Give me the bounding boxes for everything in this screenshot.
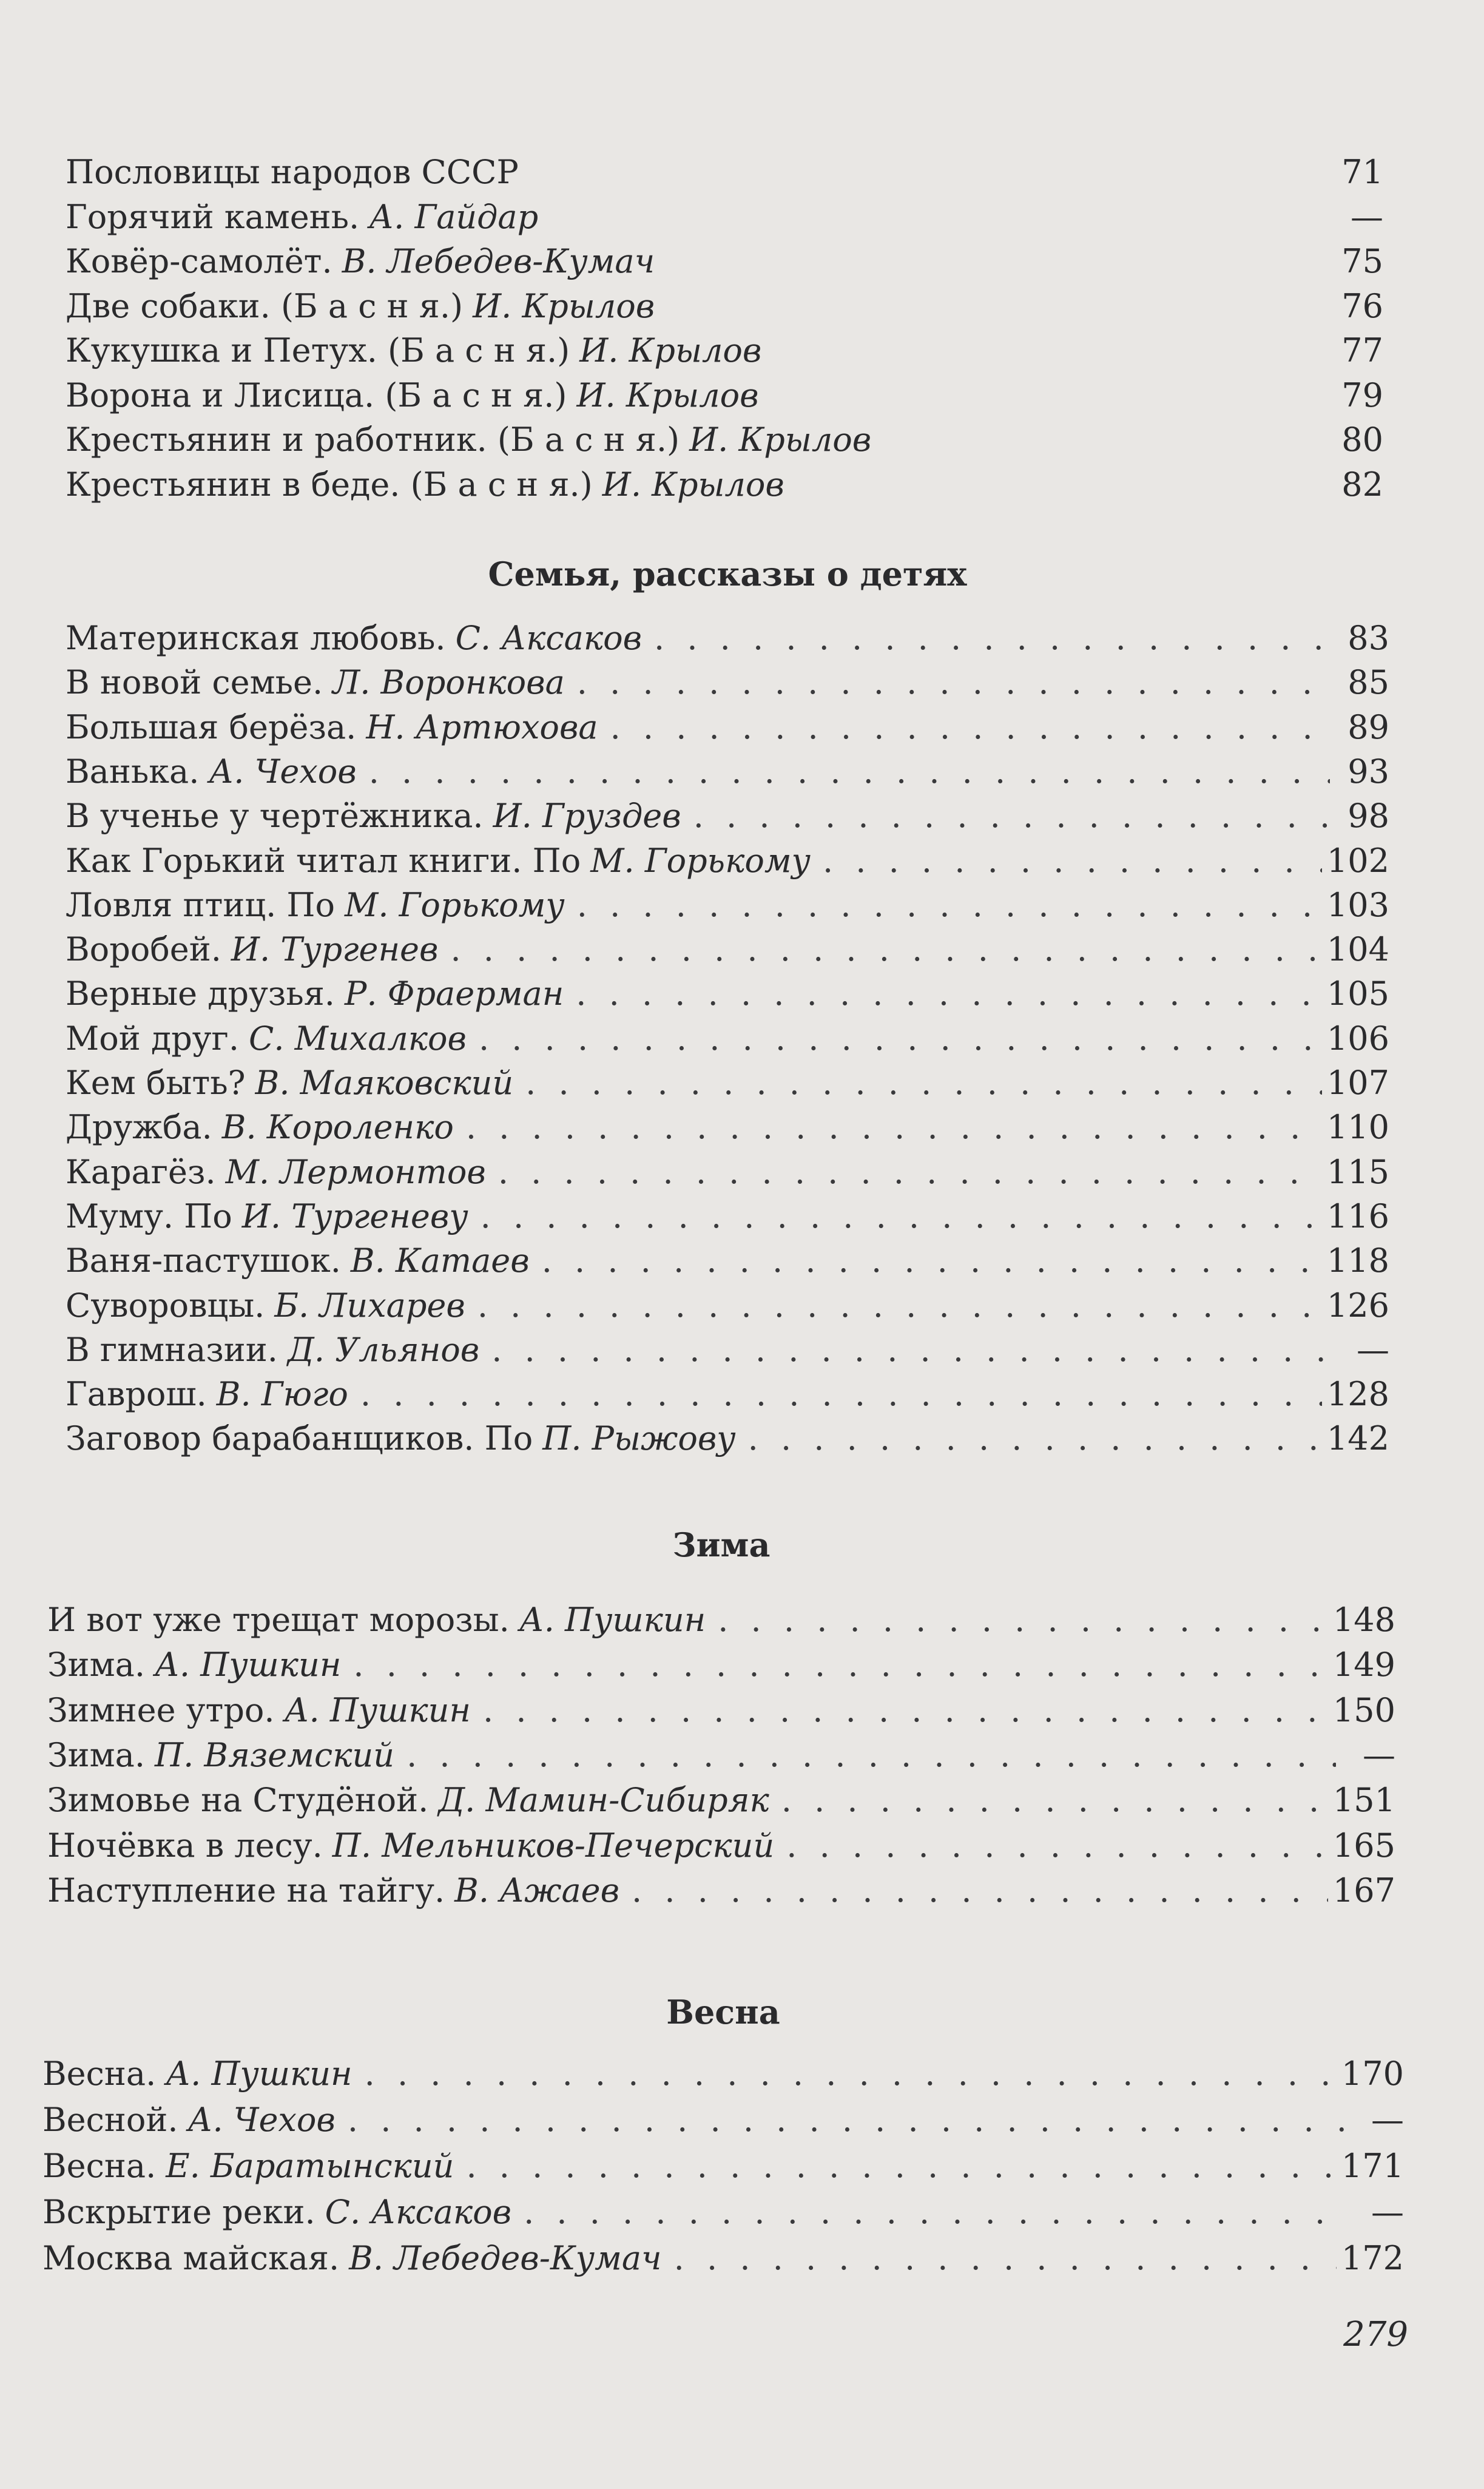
entry-page-number: 105 [1326,974,1389,1013]
entry-author: И. Крылов [602,465,784,504]
toc-entry [47,1598,1395,1642]
dot-leader [466,1106,1322,1149]
dot-leader [369,750,1330,794]
dot-leader [483,1689,1328,1732]
entry-page-number: 85 [1347,663,1389,702]
entry-page-number: 76 [1341,286,1383,325]
toc-entry [42,2052,1404,2096]
toc-entry [66,1417,1389,1461]
section-heading: Семья, рассказы о детях [488,555,967,593]
entry-title: Вскрытие реки. [42,2193,315,2231]
toc-entry [66,240,1383,283]
section-heading: Зима [672,1525,771,1564]
entry-title: Пословицы народов СССР [66,153,519,191]
dot-leader [450,928,1321,971]
entry-title: Две собаки. (Б а с н я.) [66,286,464,325]
toc-entry [66,750,1389,794]
entry-title: Воробей. [66,930,221,969]
entry-author: А. Гайдар [369,197,539,236]
dot-leader [786,1824,1328,1868]
entry-author: А. Пушкин [519,1601,706,1639]
toc-entry [66,1150,1389,1194]
entry-page-number: 128 [1326,1375,1389,1414]
entry-page-number: 116 [1326,1197,1389,1235]
entry-page-number: 149 [1332,1646,1395,1684]
entry-author: С. Аксаков [455,619,643,657]
entry-page-number: 151 [1332,1781,1395,1820]
entry-page-number: 126 [1326,1286,1389,1325]
entry-title: Ковёр-самолёт. [66,242,332,280]
dot-leader [781,1778,1328,1822]
page-number: 279 [1343,2315,1408,2354]
toc-entry [66,195,1383,239]
dot-leader [406,1734,1336,1777]
entry-title: Зима. [47,1735,145,1774]
entry-title: Муму. По [66,1197,232,1235]
entry-page-number: — [1351,197,1383,236]
toc-entry [66,883,1389,927]
toc-entry [66,1106,1389,1149]
entry-author: Д. Мамин-Сибиряк [438,1781,769,1820]
entry-title: Заговор барабанщиков. По [66,1419,533,1458]
entry-title: Крестьянин в беде. (Б а с н я.) [66,465,593,504]
entry-title: В гимназии. [66,1330,278,1369]
entry-title: Мой друг. [66,1019,240,1058]
dot-leader [348,2098,1344,2142]
dot-leader [360,1373,1322,1416]
entry-author: И. Крылов [576,376,759,414]
entry-author: В. Короленко [221,1108,454,1147]
toc-entry [66,150,1383,194]
entry-title: Весна. [42,2147,157,2185]
toc-entry [42,2237,1404,2280]
dot-leader [466,2144,1336,2188]
entry-page-number: 89 [1347,708,1389,746]
dot-leader [524,2190,1344,2234]
toc-entry [47,1778,1395,1822]
toc-entry [47,1734,1395,1777]
entry-page-number: 110 [1326,1108,1389,1147]
entry-title: Наступление на тайгу. [47,1871,445,1910]
entry-page-number: 150 [1332,1690,1395,1729]
dot-leader [498,1150,1322,1194]
entry-author: И. Крылов [579,331,762,370]
dot-leader [718,1598,1328,1642]
entry-title: Как Горький читал книги. По [66,841,581,880]
toc-entry [66,418,1383,462]
entry-author: П. Мельников-Печерский [332,1826,775,1865]
dot-leader [353,1643,1328,1687]
entry-author: М. Лермонтов [225,1152,486,1191]
entry-page-number: 79 [1341,376,1383,414]
dot-leader [525,1061,1322,1105]
entry-title: Зимнее утро. [47,1690,275,1729]
dot-leader [481,1195,1322,1238]
entry-title: Кем быть? [66,1064,246,1102]
entry-page-number: 167 [1332,1871,1395,1910]
entry-author: Д. Ульянов [287,1330,480,1369]
toc-entry [66,1017,1389,1061]
entry-author: С. Аксаков [325,2193,512,2231]
entry-author: В. Лебедев-Кумач [342,242,655,280]
entry-author: П. Рыжову [542,1419,736,1458]
toc-entry [47,1643,1395,1687]
entry-author: И. Тургенев [231,930,439,969]
toc-entry [66,463,1383,507]
entry-page-number: — [1371,2193,1404,2231]
entry-author: М. Горькому [345,885,565,924]
dot-leader [479,1017,1322,1061]
toc-entry [66,616,1389,660]
entry-title: Ловля птиц. По [66,885,336,924]
toc-entry [66,1284,1389,1328]
toc-entry [66,1061,1389,1105]
entry-author: И. Груздев [493,797,681,836]
entry-page-number: 98 [1347,797,1389,836]
dot-leader [674,2237,1337,2280]
entry-page-number: 93 [1347,752,1389,791]
entry-title: Весной. [42,2101,178,2139]
entry-page-number: 172 [1341,2239,1404,2277]
toc-entry [66,794,1389,838]
entry-author: И. Крылов [689,420,872,459]
entry-author: В. Маяковский [255,1064,514,1102]
entry-page-number: 75 [1341,242,1383,280]
toc-entry [66,972,1389,1016]
dot-leader [477,1284,1322,1328]
entry-author: С. Михалков [249,1019,467,1058]
toc-entry [66,285,1383,328]
entry-title: И вот уже трещат морозы. [47,1601,510,1639]
entry-title: В новой семье. [66,663,323,702]
entry-page-number: 170 [1341,2055,1404,2093]
dot-leader [577,883,1322,927]
toc-entry [66,1328,1389,1372]
toc-entry [66,661,1389,704]
toc-entry [47,1824,1395,1868]
entry-page-number: 107 [1326,1064,1389,1102]
entry-author: В. Гюго [216,1375,348,1414]
entry-page-number: 165 [1332,1826,1395,1865]
entry-page-number: 103 [1326,885,1389,924]
entry-page-number: 80 [1341,420,1383,459]
entry-author: В. Ажаев [454,1871,620,1910]
entry-author: Р. Фраерман [344,974,564,1013]
entry-author: П. Вяземский [155,1735,395,1774]
entry-page-number: 106 [1326,1019,1389,1058]
entry-title: Большая берёза. [66,708,357,746]
entry-title: Зима. [47,1646,145,1684]
entry-title: Ворона и Лисица. (Б а с н я.) [66,376,567,414]
entry-page-number: 82 [1341,465,1383,504]
entry-page-number: 115 [1326,1152,1389,1191]
toc-entry [66,839,1389,883]
entry-author: Л. Воронкова [332,663,565,702]
entry-page-number: 102 [1326,841,1389,880]
toc-entry [42,2144,1404,2188]
entry-page-number: — [1371,2101,1404,2139]
toc-entry [66,1195,1389,1238]
entry-author: А. Чехов [187,2101,336,2139]
section-heading: Весна [666,1993,780,2031]
toc-entry [66,706,1389,749]
entry-author: А. Пушкин [166,2055,352,2093]
entry-page-number: 83 [1347,619,1389,657]
toc-entry [42,2098,1404,2142]
entry-author: В. Катаев [350,1241,530,1280]
entry-author: А. Пушкин [155,1646,342,1684]
dot-leader [542,1239,1322,1283]
toc-entry [66,928,1389,971]
entry-author: А. Пушкин [284,1690,471,1729]
entry-title: Ванька. [66,752,200,791]
dot-leader [576,972,1322,1016]
toc-entry [66,1239,1389,1283]
entry-author: А. Чехов [209,752,357,791]
toc-entry [66,374,1383,417]
entry-page-number: 148 [1332,1601,1395,1639]
dot-leader [491,1328,1330,1372]
entry-author: Е. Баратынский [166,2147,454,2185]
entry-title: Верные друзья. [66,974,335,1013]
entry-title: Суворовцы. [66,1286,265,1325]
entry-title: Ночёвка в лесу. [47,1826,323,1865]
toc-entry [42,2190,1404,2234]
dot-leader [654,616,1330,660]
entry-author: В. Лебедев-Кумач [349,2239,662,2277]
entry-title: Гаврош. [66,1375,207,1414]
entry-title: Крестьянин и работник. (Б а с н я.) [66,420,680,459]
dot-leader [748,1417,1322,1461]
dot-leader [632,1869,1328,1913]
entry-author: И. Тургеневу [241,1197,468,1235]
dot-leader [365,2052,1337,2096]
entry-title: Ваня-пастушок. [66,1241,341,1280]
entry-title: В ученье у чертёжника. [66,797,484,836]
entry-title: Москва майская. [42,2239,340,2277]
entry-title: Дружба. [66,1108,212,1147]
dot-leader [823,839,1322,883]
entry-page-number: 71 [1341,153,1383,191]
toc-entry [47,1689,1395,1732]
entry-title: Горячий камень. [66,197,360,236]
entry-page-number: 118 [1326,1241,1389,1280]
entry-title: Кукушка и Петух. (Б а с н я.) [66,331,570,370]
entry-page-number: 171 [1341,2147,1404,2185]
entry-page-number: 104 [1326,930,1389,969]
toc-entry [66,1373,1389,1416]
dot-leader [610,706,1330,749]
dot-leader [577,661,1330,704]
entry-page-number: — [1363,1735,1395,1774]
entry-author: М. Горькому [590,841,811,880]
entry-page-number: 77 [1341,331,1383,370]
dot-leader [693,794,1330,838]
entry-author: Б. Лихарев [274,1286,465,1325]
toc-entry [47,1869,1395,1913]
entry-page-number: — [1357,1330,1389,1369]
entry-title: Весна. [42,2055,157,2093]
entry-title: Материнская любовь. [66,619,446,657]
entry-author: И. Крылов [473,286,655,325]
entry-author: Н. Артюхова [366,708,598,746]
entry-title: Зимовье на Студёной. [47,1781,429,1820]
entry-page-number: 142 [1326,1419,1389,1458]
toc-entry [66,329,1383,373]
entry-title: Карагёз. [66,1152,216,1191]
